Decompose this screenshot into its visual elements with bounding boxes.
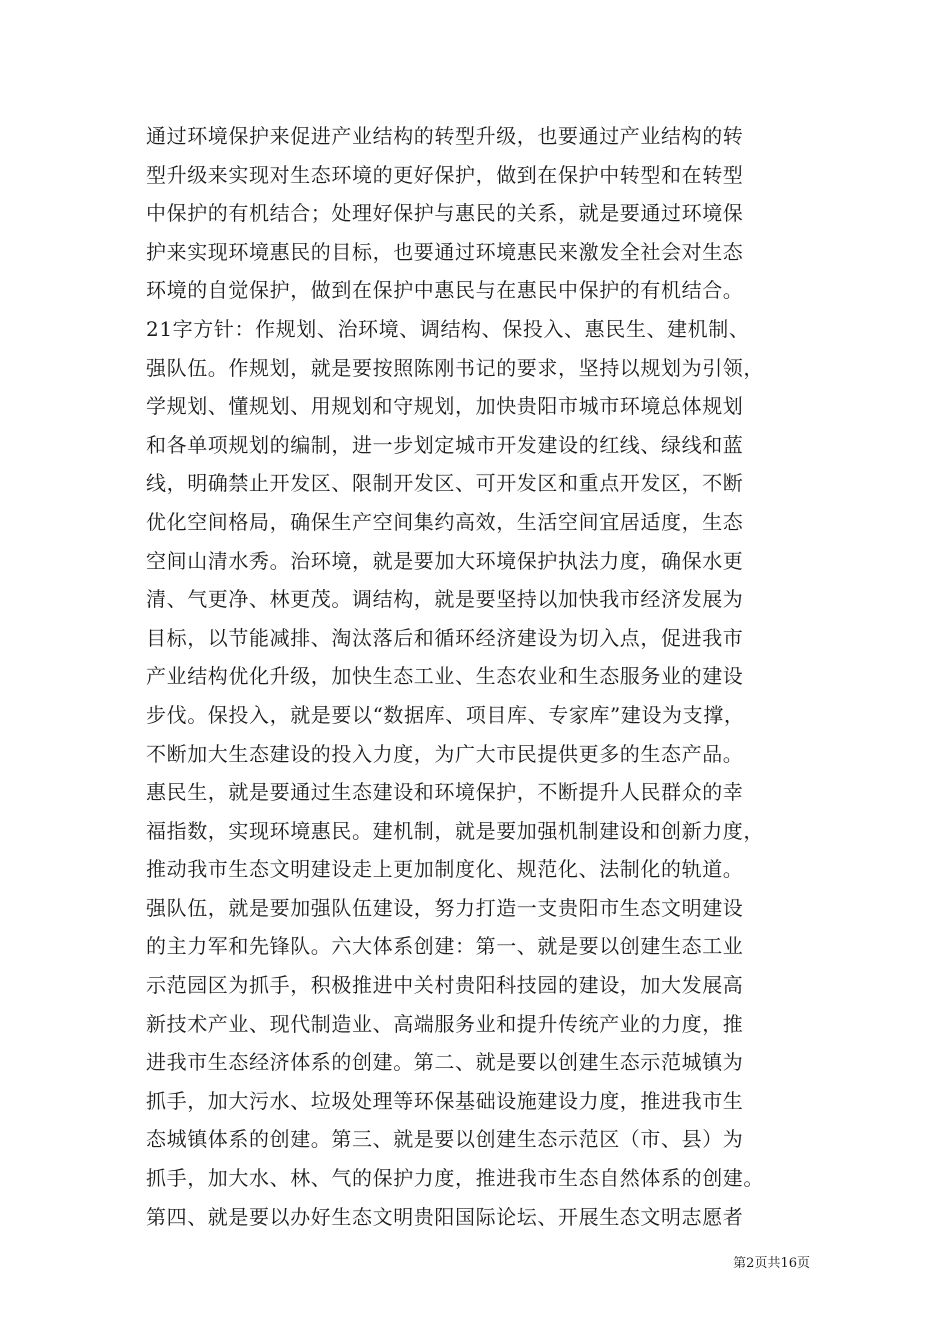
text-line: 抓手，加大水、林、气的保护力度，推进我市生态自然体系的创建。 — [146, 1166, 764, 1191]
body-text — [146, 117, 816, 1236]
text-line: 通过环境保护来促进产业结构的转型升级，也要通过产业结构的转 — [146, 124, 744, 148]
text-line: 的主力军和先锋队。六大体系创建：第一、就是要以创建生态工业 — [146, 934, 744, 959]
text-line: 强队伍。作规划，就是要按照陈刚书记的要求，坚持以规划为引领， — [146, 355, 764, 380]
text-line: 空间山清水秀。治环境，就是要加大环境保护执法力度，确保水更 — [146, 548, 744, 573]
text-line: 福指数，实现环境惠民。建机制，就是要加强机制建设和创新力度， — [146, 818, 764, 843]
text-line: 进我市生态经济体系的创建。第二、就是要以创建生态示范城镇为 — [146, 1050, 744, 1075]
text-line: 产业结构优化升级，加快生态工业、生态农业和生态服务业的建设 — [146, 664, 744, 689]
text-line: 21字方针：作规划、治环境、调结构、保投入、惠民生、建机制、 — [146, 316, 750, 341]
text-line: 中保护的有机结合；处理好保护与惠民的关系，就是要通过环境保 — [146, 201, 744, 226]
text-line: 新技术产业、现代制造业、高端服务业和提升传统产业的力度，推 — [146, 1011, 744, 1036]
text-line: 环境的自觉保护，做到在保护中惠民与在惠民中保护的有机结合。 — [146, 278, 744, 303]
text-line: 步伐。保投入，就是要以“数据库、项目库、专家库”建设为支撑， — [146, 702, 745, 727]
text-line: 清、气更净、林更茂。调结构，就是要坚持以加快我市经济发展为 — [146, 587, 744, 612]
text-line: 不断加大生态建设的投入力度，为广大市民提供更多的生态产品。 — [146, 741, 744, 766]
text-line: 抓手，加大污水、垃圾处理等环保基础设施建设力度，推进我市生 — [146, 1088, 744, 1113]
text-line: 和各单项规划的编制，进一步划定城市开发建设的红线、绿线和蓝 — [146, 432, 744, 457]
text-line: 态城镇体系的创建。第三、就是要以创建生态示范区（市、县）为 — [146, 1127, 744, 1152]
text-line: 强队伍，就是要加强队伍建设，努力打造一支贵阳市生态文明建设 — [146, 895, 744, 920]
text-line: 护来实现环境惠民的目标，也要通过环境惠民来激发全社会对生态 — [146, 239, 744, 264]
text-line: 学规划、懂规划、用规划和守规划，加快贵阳市城市环境总体规划 — [146, 394, 744, 419]
text-line: 优化空间格局，确保生产空间集约高效，生活空间宜居适度，生态 — [146, 509, 744, 534]
text-line: 目标，以节能减排、淘汰落后和循环经济建设为切入点，促进我市 — [146, 625, 744, 650]
text-line: 第四、就是要以办好生态文明贵阳国际论坛、开展生态文明志愿者 — [146, 1204, 744, 1229]
page-number-footer: 第2页共16页 — [733, 1256, 810, 1271]
text-line: 惠民生，就是要通过生态建设和环境保护，不断提升人民群众的幸 — [146, 780, 744, 805]
text-line: 推动我市生态文明建设走上更加制度化、规范化、法制化的轨道。 — [146, 857, 744, 882]
text-line: 型升级来实现对生态环境的更好保护，做到在保护中转型和在转型 — [146, 162, 744, 187]
text-line: 示范园区为抓手，积极推进中关村贵阳科技园的建设，加大发展高 — [146, 973, 744, 998]
text-line: 线，明确禁止开发区、限制开发区、可开发区和重点开发区，不断 — [146, 471, 744, 496]
